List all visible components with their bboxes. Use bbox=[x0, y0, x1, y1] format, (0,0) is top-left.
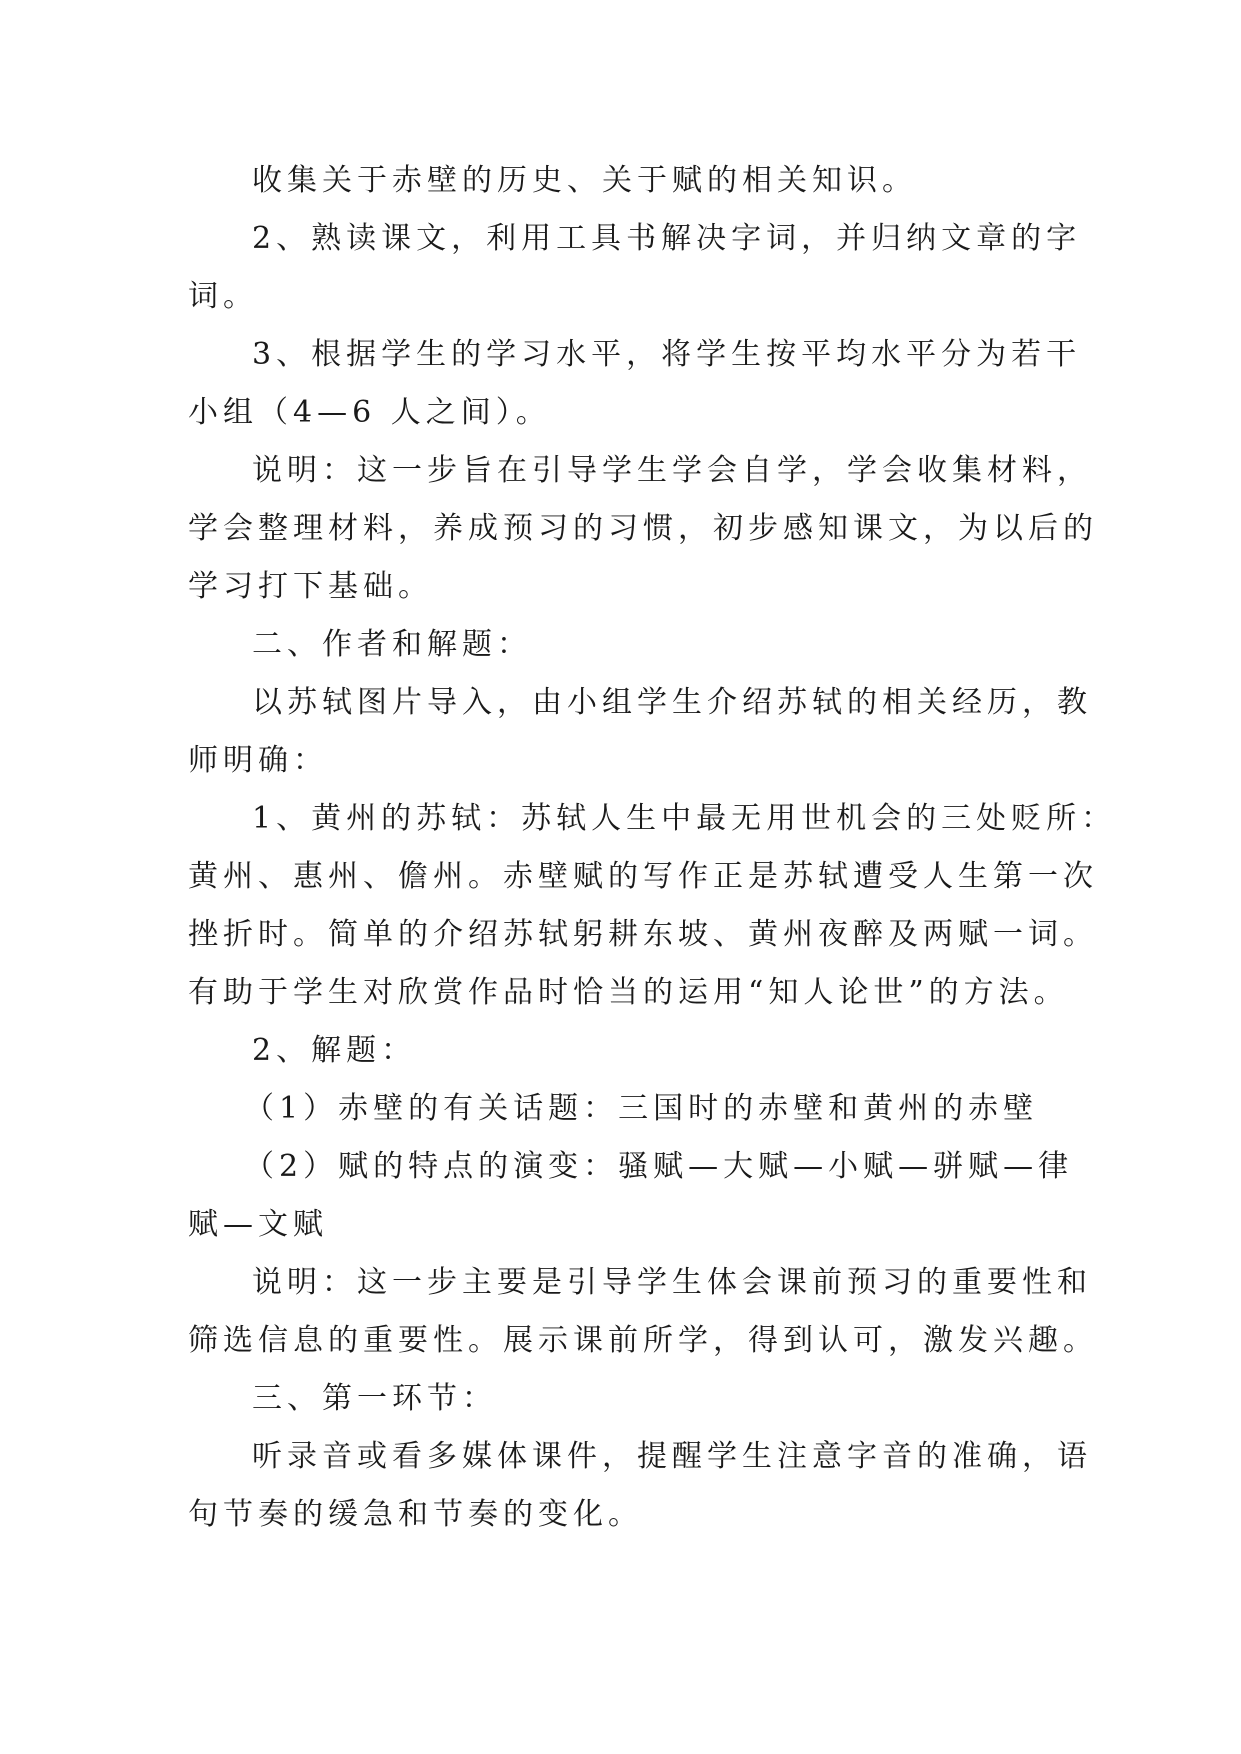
paragraph-line: 筛选信息的重要性。展示课前所学，得到认可，激发兴趣。 bbox=[188, 1323, 1098, 1358]
paragraph-line: 挫折时。简单的介绍苏轼躬耕东坡、黄州夜醉及两赋一词。 bbox=[188, 917, 1098, 952]
paragraph-line: 1、黄州的苏轼：苏轼人生中最无用世机会的三处贬所： bbox=[252, 801, 1117, 836]
paragraph-line: 收集关于赤壁的历史、关于赋的相关知识。 bbox=[252, 163, 917, 198]
paragraph-line: （1）赤壁的有关话题：三国时的赤壁和黄州的赤壁 bbox=[244, 1091, 1039, 1126]
paragraph-line: 2、解题： bbox=[252, 1033, 417, 1068]
paragraph-line: 学习打下基础。 bbox=[188, 569, 433, 604]
paragraph-line: 黄州、惠州、儋州。赤壁赋的写作正是苏轼遭受人生第一次 bbox=[188, 859, 1098, 894]
paragraph-line: 赋—文赋 bbox=[188, 1207, 328, 1242]
paragraph-line: 师明确： bbox=[188, 743, 328, 778]
paragraph-line: 说明：这一步主要是引导学生体会课前预习的重要性和 bbox=[252, 1265, 1092, 1300]
paragraph-line: 学会整理材料，养成预习的习惯，初步感知课文，为以后的 bbox=[188, 511, 1098, 546]
document-body bbox=[188, 152, 1117, 1544]
paragraph-line: （2）赋的特点的演变：骚赋—大赋—小赋—骈赋—律 bbox=[244, 1149, 1074, 1184]
paragraph-line: 说明：这一步旨在引导学生学会自学，学会收集材料， bbox=[252, 453, 1092, 488]
paragraph-line: 以苏轼图片导入，由小组学生介绍苏轼的相关经历，教 bbox=[252, 685, 1092, 720]
paragraph-line: 2、熟读课文，利用工具书解决字词，并归纳文章的字 bbox=[252, 221, 1082, 256]
section-heading: 二、作者和解题： bbox=[252, 627, 532, 662]
paragraph-line: 3、根据学生的学习水平，将学生按平均水平分为若干 bbox=[252, 337, 1082, 372]
paragraph-line: 小组（4—6 人之间）。 bbox=[188, 395, 551, 430]
paragraph-line: 词。 bbox=[188, 279, 258, 314]
paragraph-line: 句节奏的缓急和节奏的变化。 bbox=[188, 1497, 643, 1532]
section-heading: 三、第一环节： bbox=[252, 1381, 497, 1416]
paragraph-line: 有助于学生对欣赏作品时恰当的运用“知人论世”的方法。 bbox=[188, 975, 1069, 1010]
paragraph-line: 听录音或看多媒体课件，提醒学生注意字音的准确，语 bbox=[252, 1439, 1092, 1474]
